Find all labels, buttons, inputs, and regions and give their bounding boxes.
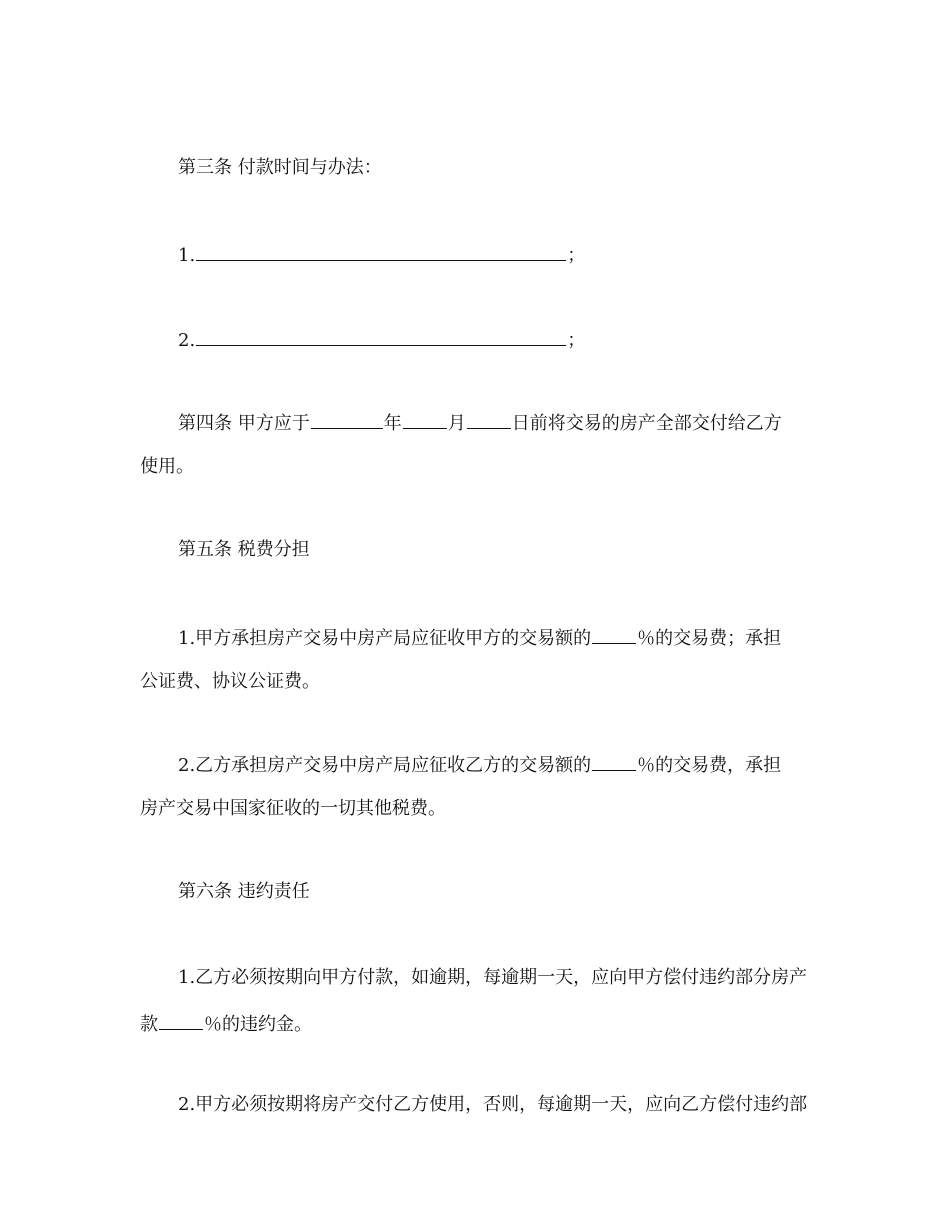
article5-item1-text-b: ％的交易费；承担 bbox=[637, 628, 782, 649]
article5-item1-line1 bbox=[178, 625, 781, 651]
article5-item2-percent-blank[interactable] bbox=[592, 752, 636, 771]
article4-year-blank[interactable] bbox=[311, 410, 383, 429]
article3-item2-blank[interactable] bbox=[196, 327, 566, 346]
article6-item1-text-a: 款 bbox=[140, 1014, 158, 1035]
article3-item2-suffix: ； bbox=[567, 330, 586, 351]
article4-year-label: 年 bbox=[383, 413, 402, 434]
article4-line2: 使用。 bbox=[140, 456, 194, 477]
article4-month-blank[interactable] bbox=[403, 410, 447, 429]
article3-title: 第三条 付款时间与办法： bbox=[178, 157, 382, 178]
article3-item1-blank[interactable] bbox=[196, 242, 566, 261]
article6-item2-line1: 2.甲方必须按期将房产交付乙方使用，否则，每逾期一天，应向乙方偿付违约部 bbox=[178, 1094, 808, 1115]
article3-item1-suffix: ； bbox=[567, 245, 586, 266]
article4-day-text: 日前将交易的房产全部交付给乙方 bbox=[511, 413, 782, 434]
article5-item1-text-a: 1.甲方承担房产交易中房产局应征收甲方的交易额的 bbox=[178, 628, 592, 649]
article3-item1 bbox=[178, 242, 585, 268]
article3-item1-number: 1. bbox=[178, 245, 196, 266]
article6-item1-text-b: ％的违约金。 bbox=[204, 1014, 312, 1035]
article4-day-blank[interactable] bbox=[467, 410, 511, 429]
article6-title: 第六条 违约责任 bbox=[178, 881, 310, 902]
article4-month-label: 月 bbox=[447, 413, 466, 434]
article3-item2 bbox=[178, 327, 585, 353]
article6-item1-line2 bbox=[140, 1011, 312, 1037]
article4-prefix: 第四条 甲方应于 bbox=[178, 413, 310, 434]
article5-item2-text-b: ％的交易费，承担 bbox=[637, 755, 782, 776]
article6-item1-percent-blank[interactable] bbox=[159, 1011, 203, 1030]
article5-item2-text-a: 2.乙方承担房产交易中房产局应征收乙方的交易额的 bbox=[178, 755, 592, 776]
article5-title: 第五条 税费分担 bbox=[178, 539, 310, 560]
article3-item2-number: 2. bbox=[178, 330, 196, 351]
article6-item1-line1: 1.乙方必须按期向甲方付款，如逾期，每逾期一天，应向甲方偿付违约部分房产 bbox=[178, 967, 808, 988]
article4-line1 bbox=[178, 410, 782, 436]
article5-item1-percent-blank[interactable] bbox=[592, 625, 636, 644]
article5-item1-line2: 公证费、协议公证费。 bbox=[140, 671, 320, 692]
article5-item2-line1 bbox=[178, 752, 781, 778]
article5-item2-line2: 房产交易中国家征收的一切其他税费。 bbox=[140, 798, 446, 819]
